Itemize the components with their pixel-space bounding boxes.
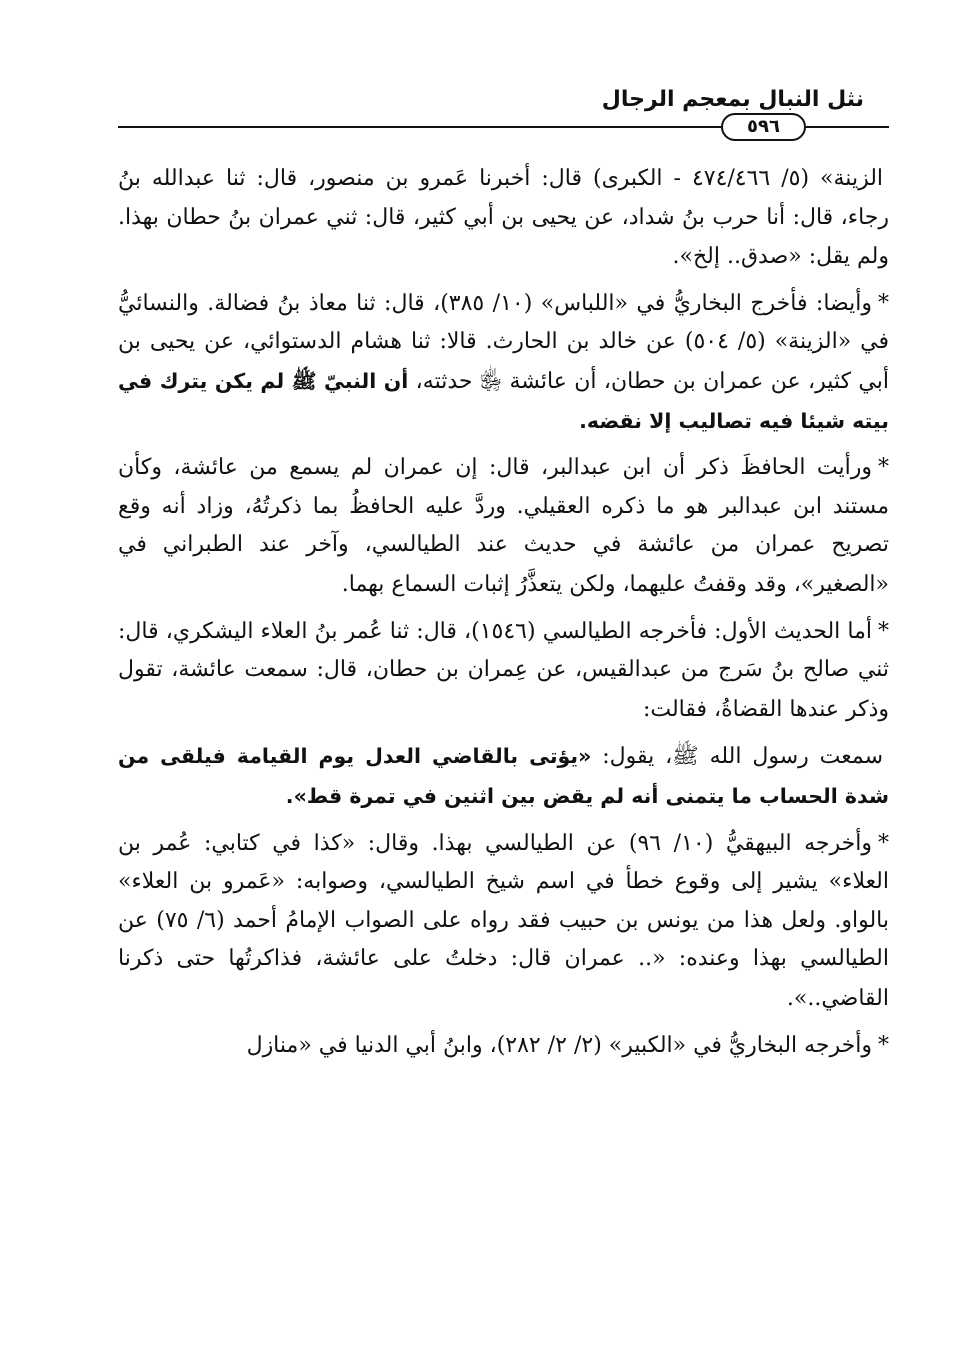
asterisk-icon: * [878,455,889,481]
paragraph [118,285,889,441]
paragraph [118,1026,889,1066]
paragraph [118,613,889,730]
paragraph-text: وأيضا: فأخرج البخاريُّ في «اللباس» (١٠/ ٣٨٥)، قال: ثنا معاذ بنُ فضالة. والنسائيُّ في «الزينة» (٥/ ٥٠٤) عن خالد بن الحارث. قالا: ثنا هشام الدستوائي، عن يحيى بن أبي كثير، عن عمران بن حطان، أن عائشة ﵂ حدثته، [118,290,890,394]
header-rule [806,126,889,128]
paragraph [118,449,889,604]
body-text [118,160,889,1074]
paragraph-text: سمعت رسول الله ﷺ، يقول: [591,744,883,770]
paragraph-text: وأخرجه البيهقيُّ (١٠/ ٩٦) عن الطيالسي بهذا. وقال: «كذا في كتابي: عُمر بن العلاء» يشير إلى وقوع خطأ في اسم شيخ الطيالسي، وصوابه: «عَمرو بن العلاء» بالواو. ولعل هذا من يونس بن حبيب فقد رواه على الصواب الإمامُ أحمد (٦/ ٧٥) عن الطيالسي بهذا وعنده: «.. عمران قال: دخلتُ على عائشة، فذاكرتُها حتى ذكرنا القاضي..». [118,830,890,1011]
asterisk-icon: * [878,618,889,644]
asterisk-icon: * [878,290,889,316]
header-rule [118,126,721,128]
asterisk-icon: * [878,830,889,856]
paragraph-text: الزينة» (٥/ ٤٧٤/٤٦٦ - الكبرى) قال: أخبرنا عَمرو بن منصور، قال: ثنا عبدالله بنُ رجاء، قال: أنا حرب بنُ شداد، عن يحيى بن أبي كثير، قال: ثني عمران بنُ حطان بهذا. ولم يقل: «صدق.. إلخ». [118,166,889,270]
paragraph-text: ورأيت الحافظَ ذكر أن ابن عبدالبر، قال: إن عمران لم يسمع من عائشة، وكأن مستند ابن عبدالبر هو ما ذكره العقيلي. وردَّ عليه الحافظُ بما ذكرتُهُ، وزاد أنه وقع تصريح عمران من عائشة في حديث عند الطيالسي، وآخر عند الطبراني في «الصغير»، وقد وقفتُ عليهما، ولكن يتعذَّرُ إثبات السماع بهما. [118,455,889,597]
paragraph [118,737,889,816]
asterisk-icon: * [878,1033,889,1059]
running-header-title: نثل النبال بمعجم الرجال [601,87,864,112]
bold-quote: «يؤتى بالقاضي العدل يوم القيامة فيلقى من شدة الحساب ما يتمنى أنه لم يقض بين اثنين في تمرة قط». [118,744,889,808]
paragraph [118,825,889,1019]
paragraph [118,160,889,277]
paragraph-text: أما الحديث الأول: فأخرجه الطيالسي (١٥٤٦)، قال: ثنا عُمر بنُ العلاء اليشكري، قال: ثني صالح بنُ سَرج من عبدالقيس، عن عِمران بن حطان، قال: سمعت عائشة، تقول وذكر عندها القضاةُ، فقالت: [118,618,889,722]
paragraph-text: وأخرجه البخاريُّ في «الكبير» (٢/ ٢/ ٢٨٢)، وابنُ أبي الدنيا في «منازل [246,1033,872,1059]
page-number: ٥٩٦ [721,113,806,141]
bold-quote: أن النبيّ ﷺ لم يكن يترك في بيته شيئا فيه تصاليب إلا نقضه. [118,368,889,433]
